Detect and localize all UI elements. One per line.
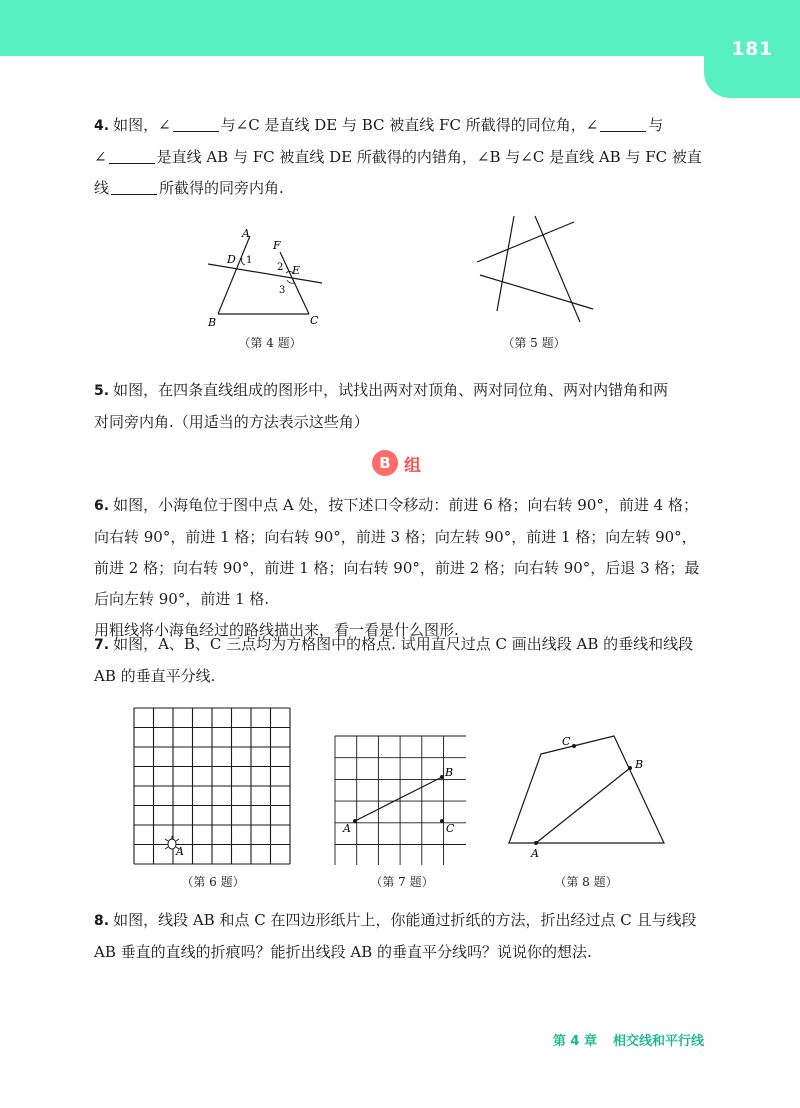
label-b: B <box>208 316 217 329</box>
problem-text: 与 <box>648 116 664 134</box>
problem-text: 后向左转 90°，前进 1 格. <box>94 590 270 608</box>
figure-7-grid <box>334 735 468 865</box>
group-label: 组 <box>404 455 421 476</box>
line-ab <box>218 236 253 314</box>
problem-text: 用粗线将小海龟经过的路线描出来，看一看是什么图形. <box>94 621 459 639</box>
problem-number: 8. <box>94 913 110 929</box>
label-e: E <box>292 264 301 277</box>
figure-4-diagram <box>196 222 336 332</box>
figure-7-caption: （第 7 题） <box>370 875 434 889</box>
problem-5 <box>94 375 712 438</box>
problem-7 <box>94 629 712 692</box>
problem-text: 如图，A、B、C 三点均为方格图中的格点. 试用直尺过点 C 画出线段 AB 的垂线和线段 <box>113 635 694 653</box>
problem-text: 前进 2 格；向右转 90°，前进 1 格；向右转 90°，前进 2 格；向右转 90°，后退 3 格；最 <box>94 559 700 577</box>
label-a: A <box>176 845 184 858</box>
label-a: A <box>531 847 539 860</box>
point-b <box>628 766 632 770</box>
answer-blank[interactable] <box>109 148 155 164</box>
line-5-4 <box>480 275 593 309</box>
label-a: A <box>242 227 250 240</box>
line-5-2 <box>535 216 580 322</box>
group-badge: B <box>372 450 398 476</box>
angle-1-arc <box>241 258 245 265</box>
answer-blank[interactable] <box>173 116 219 132</box>
figure-5-diagram <box>470 212 600 327</box>
problem-text: 对同旁内角.（用适当的方法表示这些角） <box>94 413 369 431</box>
chapter-number: 第 4 章 <box>552 1034 597 1049</box>
figure-8-caption: （第 8 题） <box>554 875 618 889</box>
line-5-3 <box>477 222 574 262</box>
figure-8-quadrilateral <box>506 730 670 865</box>
problem-number: 5. <box>94 383 110 399</box>
problem-number: 7. <box>94 637 110 653</box>
problem-text: 向右转 90°，前进 1 格；向右转 90°，前进 3 格；向左转 90°，前进 1 格；向左转 90°， <box>94 528 697 546</box>
problem-8 <box>94 905 712 968</box>
label-b: B <box>635 758 644 771</box>
answer-blank[interactable] <box>111 179 157 195</box>
footer-chapter-title <box>553 1030 704 1049</box>
label-c: C <box>446 822 455 835</box>
label-f: F <box>273 239 281 252</box>
problem-6 <box>94 490 712 646</box>
problem-text: 所截得的同旁内角. <box>159 179 284 197</box>
problem-text: 是直线 AB 与 FC 被直线 DE 所截得的内错角，∠B 与∠C 是直线 AB 与 FC 被直 <box>156 148 702 166</box>
problem-text: 如图，小海龟位于图中点 A 处，按下述口令移动：前进 6 格；向右转 90°，前进 4 格； <box>113 496 698 514</box>
page-number: 181 <box>731 38 773 60</box>
problem-text: AB 的垂直平分线. <box>94 667 216 685</box>
group-b-header <box>372 450 421 476</box>
label-c: C <box>310 314 319 327</box>
point-a <box>353 819 357 823</box>
line-de <box>208 264 322 283</box>
chapter-title: 相交线和平行线 <box>612 1034 704 1049</box>
grid-lines <box>134 708 290 864</box>
label-c: C <box>562 735 571 748</box>
problem-number: 4. <box>94 118 110 134</box>
label-3: 3 <box>279 285 286 296</box>
problem-text: AB 垂直的直线的折痕吗？能折出线段 AB 的垂直平分线吗？说说你的想法. <box>94 943 592 961</box>
label-1: 1 <box>246 255 253 266</box>
label-2: 2 <box>277 262 284 273</box>
label-a: A <box>343 822 351 835</box>
point-a <box>534 841 538 845</box>
line-fc <box>280 252 309 314</box>
problem-text: ∠ <box>94 148 107 166</box>
quadrilateral-paper <box>509 736 664 843</box>
point-c <box>440 819 444 823</box>
header-band <box>0 0 800 56</box>
label-d: D <box>227 253 236 266</box>
problem-text: 如图，∠ <box>113 116 171 134</box>
figure-4-caption: （第 4 题） <box>238 336 302 350</box>
figure-6-grid <box>133 707 293 867</box>
problem-text: 如图，在四条直线组成的图形中，试找出两对对顶角、两对同位角、两对内错角和两 <box>113 381 669 399</box>
problem-text: 如图，线段 AB 和点 C 在四边形纸片上，你能通过折纸的方法，折出经过点 C 且与线段 <box>113 911 697 929</box>
segment-ab <box>536 768 630 843</box>
figure-6-caption: （第 6 题） <box>181 875 245 889</box>
answer-blank[interactable] <box>600 116 646 132</box>
point-c <box>572 744 576 748</box>
problem-number: 6. <box>94 498 110 514</box>
problem-text: 与∠C 是直线 DE 与 BC 被直线 FC 所截得的同位角，∠ <box>220 116 599 134</box>
segment-ab <box>355 777 442 821</box>
point-b <box>440 775 444 779</box>
line-5-1 <box>497 216 514 311</box>
figure-5-caption: （第 5 题） <box>502 336 566 350</box>
problem-4 <box>94 110 712 204</box>
grid-lines <box>335 736 466 865</box>
problem-text: 线 <box>94 179 110 197</box>
label-b: B <box>445 766 454 779</box>
